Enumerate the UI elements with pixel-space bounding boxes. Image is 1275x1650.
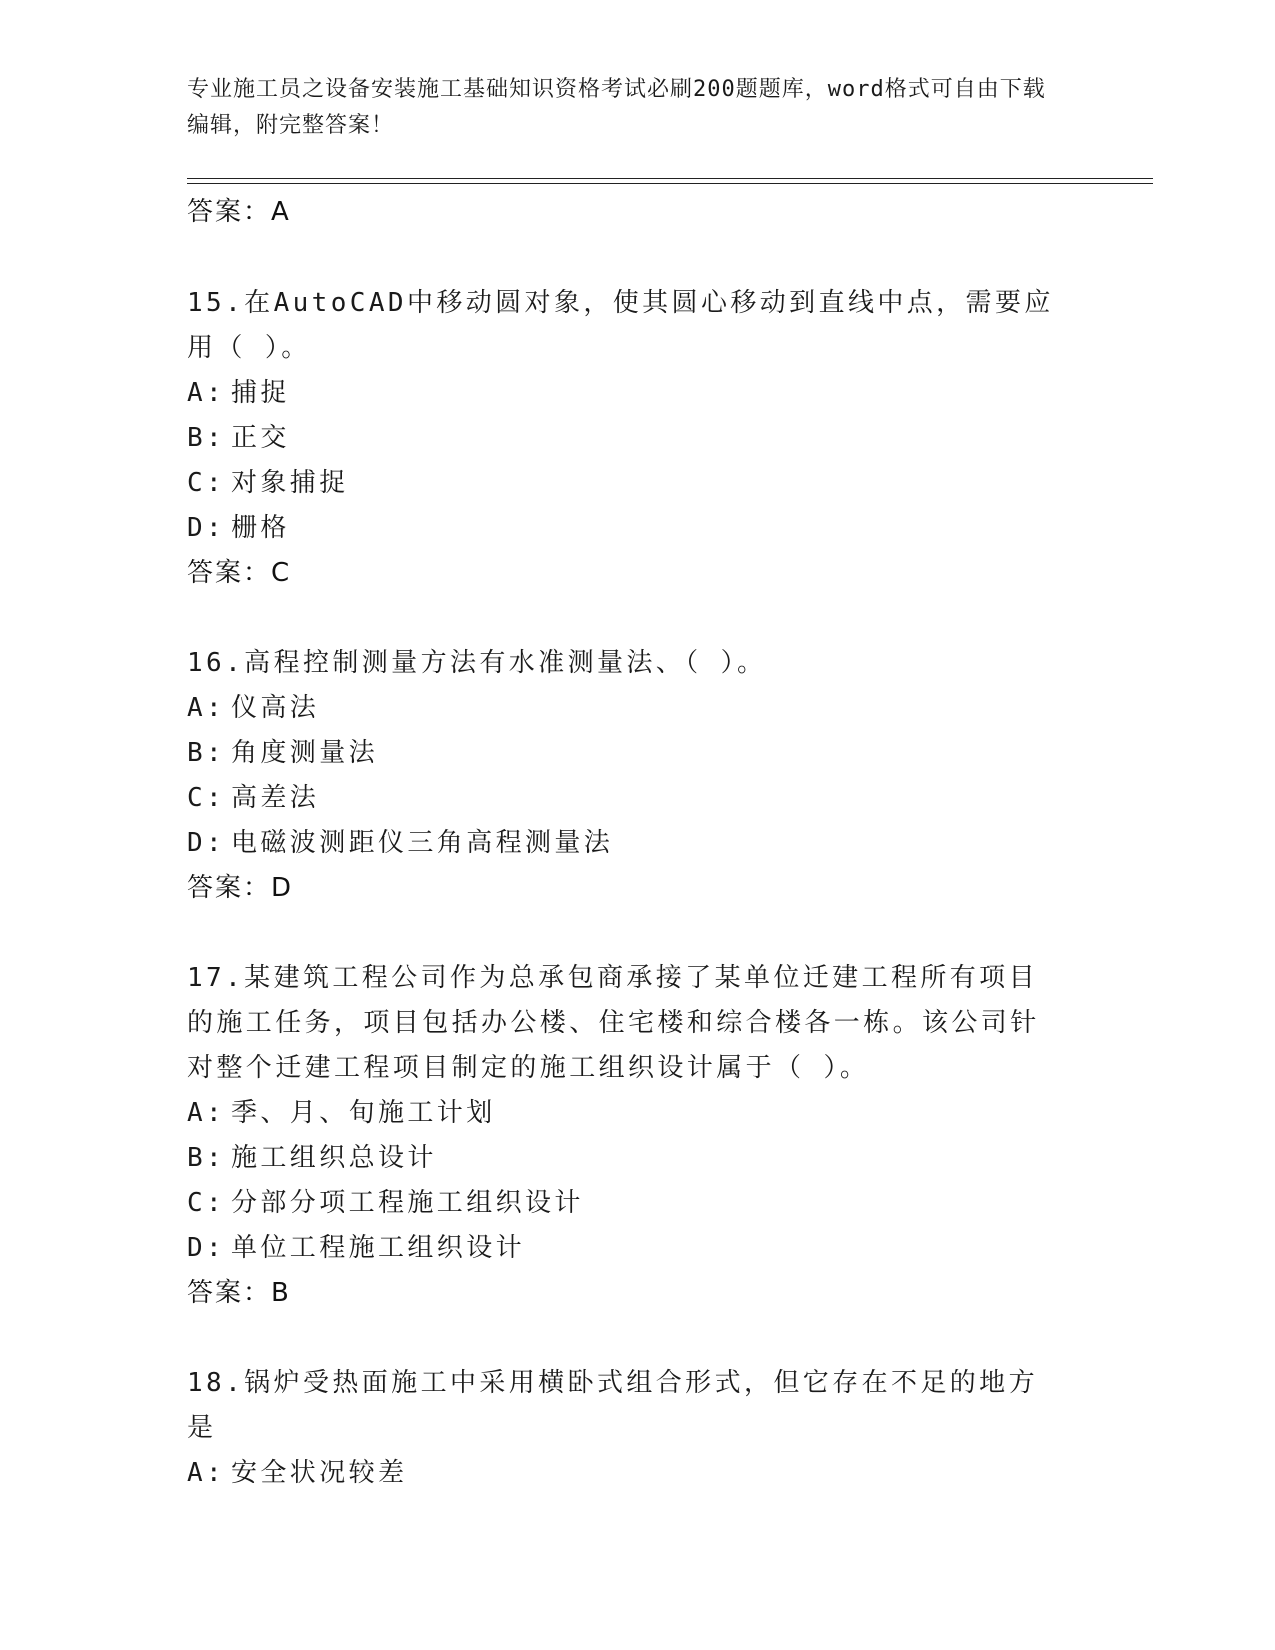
answer-label: 答案：: [187, 197, 272, 227]
option-key: B:: [187, 1143, 226, 1173]
option-text: 高差法: [231, 783, 320, 813]
option-key: B:: [187, 423, 226, 453]
answer-label: 答案：: [187, 1278, 272, 1308]
question-15: [187, 281, 1087, 595]
document-header: 专业施工员之设备安装施工基础知识资格考试必刷200题题库，word格式可自由下载编辑，附完整答案！: [187, 77, 1046, 138]
answer-line: [187, 1271, 1087, 1315]
option-key: C:: [187, 783, 226, 813]
option-text: 角度测量法: [231, 738, 379, 768]
option-key: D:: [187, 828, 226, 858]
option-a: [187, 1451, 1087, 1496]
question-18: [187, 1361, 1087, 1496]
question-text: [187, 956, 1067, 1091]
option-text: 栅格: [231, 513, 290, 543]
question-body: 在AutoCAD中移动圆对象，使其圆心移动到直线中点，需要应用（ ）。: [187, 288, 1054, 363]
answer-label: 答案：: [187, 558, 272, 588]
question-text: [187, 641, 1067, 686]
answer-line: [187, 551, 1087, 595]
option-d: [187, 506, 1087, 551]
question-text: [187, 1361, 1067, 1451]
option-text: 分部分项工程施工组织设计: [231, 1188, 584, 1218]
option-key: A:: [187, 378, 226, 408]
option-text: 季、月、旬施工计划: [231, 1098, 496, 1128]
answer-value: A: [271, 197, 290, 227]
option-text: 仪高法: [231, 693, 320, 723]
option-text: 单位工程施工组织设计: [231, 1233, 526, 1263]
option-c: [187, 1181, 1087, 1226]
option-text: 安全状况较差: [231, 1458, 408, 1488]
question-text: [187, 281, 1067, 371]
option-b: [187, 416, 1087, 461]
option-c: [187, 776, 1087, 821]
option-text: 正交: [231, 423, 290, 453]
answer-value: C: [271, 558, 291, 588]
answer-line: [187, 190, 1087, 234]
option-a: [187, 371, 1087, 416]
option-text: 捕捉: [231, 378, 290, 408]
question-body: 高程控制测量方法有水准测量法、（ ）。: [244, 648, 767, 678]
option-key: D:: [187, 513, 226, 543]
option-a: [187, 686, 1087, 731]
question-body: 锅炉受热面施工中采用横卧式组合形式，但它存在不足的地方是: [187, 1368, 1038, 1443]
option-key: A:: [187, 1458, 226, 1488]
question-number: 16.: [187, 648, 245, 678]
answer-value: B: [271, 1278, 290, 1308]
question-number: 17.: [187, 963, 245, 993]
option-c: [187, 461, 1087, 506]
option-key: C:: [187, 468, 226, 498]
header-divider-bottom: [187, 183, 1153, 184]
question-16: [187, 641, 1087, 910]
option-b: [187, 731, 1087, 776]
option-d: [187, 821, 1087, 866]
option-key: A:: [187, 693, 226, 723]
option-b: [187, 1136, 1087, 1181]
answer-line: [187, 866, 1087, 910]
question-17: [187, 956, 1087, 1315]
question-number: 15.: [187, 288, 245, 318]
question-body: 某建筑工程公司作为总承包商承接了某单位迁建工程所有项目的施工任务，项目包括办公楼、住宅楼和综合楼各一栋。该公司针对整个迁建工程项目制定的施工组织设计属于（ ）。: [187, 963, 1040, 1083]
option-a: [187, 1091, 1087, 1136]
option-text: 对象捕捉: [231, 468, 349, 498]
option-text: 电磁波测距仪三角高程测量法: [231, 828, 614, 858]
option-key: C:: [187, 1188, 226, 1218]
option-d: [187, 1226, 1087, 1271]
option-key: B:: [187, 738, 226, 768]
answer-label: 答案：: [187, 873, 272, 903]
option-key: D:: [187, 1233, 226, 1263]
option-key: A:: [187, 1098, 226, 1128]
option-text: 施工组织总设计: [231, 1143, 437, 1173]
question-number: 18.: [187, 1368, 245, 1398]
header-divider-top: [187, 178, 1153, 179]
question-list: [187, 190, 1087, 1496]
answer-value: D: [271, 873, 293, 903]
